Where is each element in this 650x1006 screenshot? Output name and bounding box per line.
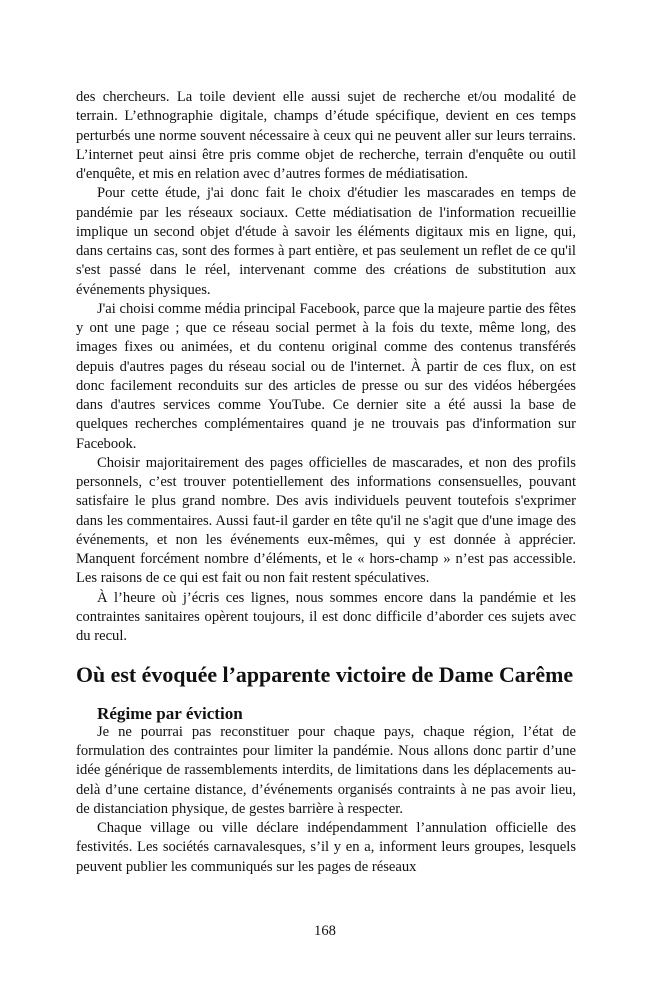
- paragraph-pandemic-context: À l’heure où j’écris ces lignes, nous sommes encore dans la pandémie et les contraintes sanitaires opèrent toujours, il est donc difficile d’aborder ces sujets avec du recul.: [76, 589, 576, 644]
- paragraph-official-pages: Choisir majoritairement des pages officielles de mascarades, et non des profils personnels, c’est trouver potentiellement des informations consensuelles, pouvant satisfaire le plus grand nombre. Des avis individuels peuvent toutefois s'exprimer dans les commentaires. Aussi faut-il garder en tête qu'il ne s'agit que d'une image des événements, et non les événements eux-mêmes, qui y est donnée à apprécier. Manquent forcément nombre d’éléments, et le « hors-champ » n’est pas accessible. Les raisons de ce qui est fait ou non fait restent spéculatives.: [76, 454, 576, 587]
- section-title: Où est évoquée l’apparente victoire de Dame Carême: [76, 662, 574, 688]
- paragraph-continuation: des chercheurs. La toile devient elle aussi sujet de recherche et/ou modalité de terrain. L’ethnographie digitale, champs d’étude spécifique, devient en ces temps perturbés une norme souvent nécessaire à ceux qui ne peuvent aller sur leurs terrains. L’internet peut ainsi être pris comme objet de recherche, terrain d'enquête ou outil d'enquête, et mis en relation avec d’autres formes de médiatisation.: [76, 89, 576, 182]
- subsection-title: Régime par éviction: [97, 703, 243, 723]
- page-number: 168: [314, 923, 336, 939]
- paragraph-constraints: Je ne pourrai pas reconstituer pour chaque pays, chaque région, l’état de formulation des contraintes pour limiter la pandémie. Nous allons donc partir d’une idée générique de rassemblements interdits, de limitations dans les déplacements au-delà d’une certaine distance, d’événements organisés contraints à ne pas avoir lieu, de distanciation physique, de gestes barrière à respecter.: [76, 723, 576, 817]
- paragraph-study-choice: Pour cette étude, j'ai donc fait le choix d'étudier les mascarades en temps de pandémie par les réseaux sociaux. Cette médiatisation de l'information recueillie implique un second objet d'étude à savoir les éléments digitaux mis en ligne, qui, dans certains cas, sont des formes à part entière, et pas seulement un reflet de ce qu'il s'est passé dans le réel, intervenant comme des créations de substitution aux événements physiques.: [76, 185, 576, 298]
- paragraph-cancellations: Chaque village ou ville déclare indépendamment l’annulation officielle des festivités. Les sociétés carnavalesques, s’il y en a, informent leurs groupes, lesquels peuvent publier les communiqués sur les pages de réseaux: [76, 820, 576, 875]
- paragraph-facebook: J'ai choisi comme média principal Facebook, parce que la majeure partie des fêtes y ont une page ; que ce réseau social permet à la fois du texte, même long, des images fixes ou animées, et du contenu original comme des contenus transférés depuis d'autres pages du réseau social ou de l'internet. À partir de ces flux, on est donc facilement reconduits sur des articles de presse ou sur des vidéos hébergées dans d'autres services comme YouTube. Ce dernier site a été aussi la base de quelques recherches complémentaires quand je ne trouvais pas d'information sur Facebook.: [76, 300, 576, 452]
- page-body: [76, 88, 576, 877]
